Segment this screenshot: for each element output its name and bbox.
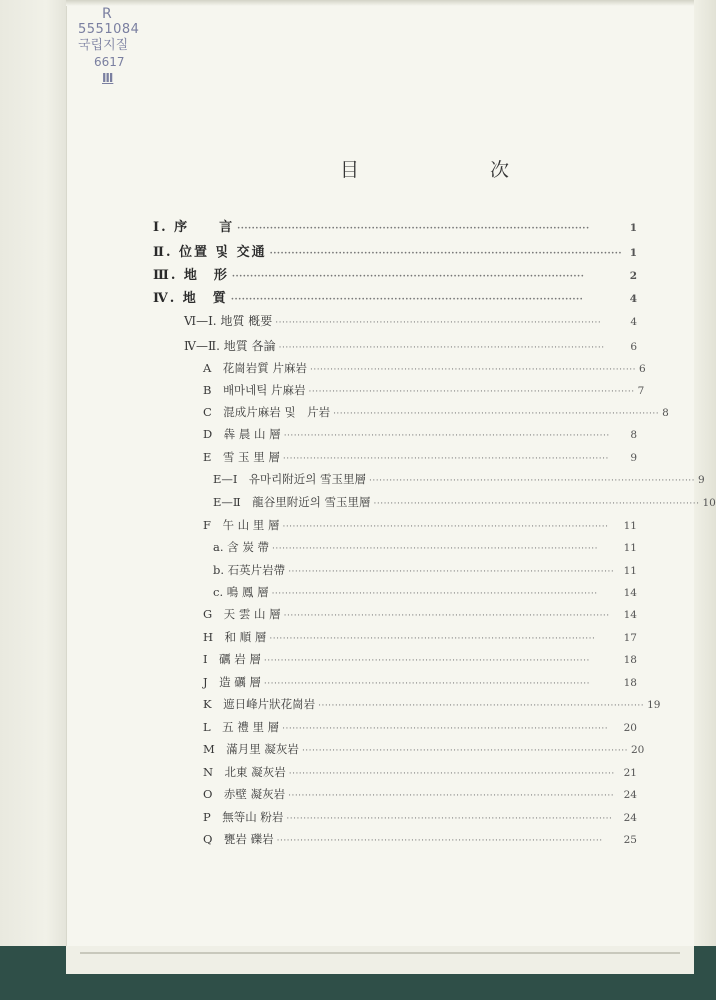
- toc-entry-page: 6: [638, 363, 646, 375]
- handwritten-line: 6617: [94, 55, 125, 69]
- toc-entry-page: 18: [623, 677, 637, 689]
- toc-entry-title: J 造 礪 層: [203, 675, 261, 689]
- handwritten-library-note: [72, 6, 172, 86]
- toc-entry-page: 1: [629, 222, 637, 234]
- toc-leader-dots: ·································································································: [283, 431, 610, 441]
- toc-entry: [203, 651, 637, 671]
- handwritten-line: 5551084: [78, 22, 140, 37]
- toc-entry-page: 14: [623, 609, 637, 621]
- toc-leader-dots: ·································································································: [318, 701, 645, 711]
- toc-entry-title: a. 含 炭 帶: [213, 540, 269, 554]
- toc-entry: [203, 606, 637, 626]
- toc-entry: [203, 517, 637, 537]
- toc-leader-dots: ·································································································: [275, 318, 602, 328]
- toc-entry-title: Ⅲ. 地 形: [153, 268, 229, 283]
- toc-entry-page: 4: [629, 293, 637, 305]
- toc-entry: [213, 494, 716, 514]
- toc-entry-title: Ⅱ. 位置 및 交通: [153, 245, 267, 260]
- toc-leader-dots: ·································································································: [282, 454, 609, 464]
- page-right-edge: [694, 0, 716, 946]
- toc-entry-title: G 天 雲 山 層: [203, 607, 281, 621]
- toc-leader-dots: ·································································································: [286, 814, 613, 824]
- page-title: 目 次: [340, 159, 566, 181]
- toc-entry-page: 24: [623, 789, 637, 801]
- toc-entry: [213, 562, 637, 582]
- toc-entry-title: F 午 山 里 層: [203, 518, 280, 532]
- toc-entry-title: E—Ⅰ 유마리附近의 雪玉里層: [213, 472, 367, 486]
- toc-entry-page: 11: [623, 565, 637, 577]
- toc-leader-dots: ·································································································: [282, 522, 609, 532]
- toc-entry-page: 10: [702, 497, 716, 509]
- toc-leader-dots: ·································································································: [283, 611, 610, 621]
- toc-entry-title: E—Ⅱ 龍谷里附近의 雪玉里層: [213, 495, 371, 509]
- toc-entry: [153, 216, 637, 236]
- toc-leader-dots: ·································································································: [301, 746, 628, 756]
- toc-leader-dots: ·································································································: [230, 295, 584, 305]
- toc-entry-page: 24: [623, 812, 637, 824]
- toc-entry-title: Ⅳ. 地 質: [153, 291, 228, 306]
- toc-entry-page: 11: [623, 520, 637, 532]
- toc-entry-title: A 花崗岩質 片麻岩: [203, 361, 307, 375]
- toc-entry: [203, 382, 645, 402]
- toc-entry-page: 2: [629, 270, 637, 282]
- toc-leader-dots: ·································································································: [269, 634, 596, 644]
- toc-leader-dots: ·································································································: [308, 387, 635, 397]
- toc-entry-title: E 雪 玉 里 層: [203, 450, 280, 464]
- toc-entry-title: L 五 禮 里 層: [203, 720, 280, 734]
- toc-leader-dots: ·································································································: [237, 224, 590, 234]
- toc-entry-page: 11: [623, 542, 637, 554]
- toc-entry-page: 14: [623, 587, 637, 599]
- toc-entry-page: 7: [637, 385, 645, 397]
- toc-entry-page: 1: [629, 247, 637, 259]
- toc-leader-dots: ·································································································: [288, 769, 615, 779]
- toc-entry-page: 8: [630, 429, 637, 441]
- toc-entry-title: C 混成片麻岩 및 片岩: [203, 405, 331, 419]
- toc-leader-dots: ·································································································: [271, 589, 598, 599]
- toc-entry: [203, 674, 637, 694]
- handwritten-line: Ⅲ: [102, 71, 114, 85]
- page-fold-line: [80, 952, 680, 954]
- toc-entry: [153, 287, 637, 307]
- handwritten-line: 국립지질: [78, 38, 129, 53]
- toc-entry-page: 19: [647, 699, 661, 711]
- toc-leader-dots: ·································································································: [263, 679, 590, 689]
- toc-entry: [203, 809, 637, 829]
- toc-entry-title: b. 石英片岩帶: [213, 563, 286, 577]
- toc-entry: [203, 741, 645, 761]
- toc-entry: [184, 312, 637, 332]
- toc-leader-dots: ·································································································: [271, 544, 598, 554]
- toc-entry: [153, 241, 637, 261]
- toc-entry-title: P 無等山 粉岩: [203, 810, 284, 824]
- toc-entry: [203, 360, 646, 380]
- toc-leader-dots: ·································································································: [269, 249, 623, 259]
- toc-leader-dots: ·································································································: [276, 836, 603, 846]
- toc-entry: [203, 764, 637, 784]
- toc-entry: [184, 337, 637, 357]
- toc-entry-title: M 滿月里 凝灰岩: [203, 742, 299, 756]
- toc-entry: [203, 719, 637, 739]
- toc-entry-page: 4: [630, 316, 637, 328]
- toc-leader-dots: ·································································································: [333, 409, 660, 419]
- toc-entry-title: D 犇 晨 山 層: [203, 427, 281, 441]
- toc-entry-title: Ⅵ—Ⅰ. 地質 槪要: [184, 314, 273, 328]
- toc-entry-page: 21: [623, 767, 637, 779]
- toc-entry: [203, 404, 669, 424]
- toc-entry-page: 20: [623, 722, 637, 734]
- toc-entry: [213, 539, 637, 559]
- toc-entry-page: 25: [623, 834, 637, 846]
- toc-entry: [203, 696, 661, 716]
- toc-entry: [203, 629, 637, 649]
- toc-entry-title: N 北東 凝灰岩: [203, 765, 286, 779]
- toc-entry-title: O 赤壁 凝灰岩: [203, 787, 286, 801]
- toc-entry-page: 9: [630, 452, 637, 464]
- toc-entry: [203, 449, 637, 469]
- toc-entry-title: c. 鳴 鳳 層: [213, 585, 269, 599]
- toc-leader-dots: ·································································································: [288, 567, 615, 577]
- page-bottom-edge: [66, 946, 694, 974]
- toc-entry-page: 8: [662, 407, 669, 419]
- toc-leader-dots: ·································································································: [263, 656, 590, 666]
- book-cover-bottom: [0, 946, 716, 1000]
- toc-entry-page: 20: [630, 744, 645, 756]
- handwritten-line: R: [102, 6, 112, 22]
- toc-entry-title: Q 甕岩 礫岩: [203, 832, 274, 846]
- toc-entry: [203, 786, 637, 806]
- toc-entry: [203, 831, 637, 851]
- toc-entry-page: 6: [630, 341, 637, 353]
- toc-entry-title: Ⅰ. 序 言: [153, 220, 235, 235]
- toc-entry: [203, 426, 637, 446]
- toc-entry: [213, 584, 637, 604]
- toc-leader-dots: ·································································································: [309, 365, 636, 375]
- toc-entry-title: K 遮日峰片狀花崗岩: [203, 697, 316, 711]
- toc-leader-dots: ·································································································: [373, 499, 700, 509]
- toc-entry-title: I 礪 岩 層: [203, 652, 261, 666]
- toc-entry-page: 9: [698, 474, 705, 486]
- toc-leader-dots: ·································································································: [231, 272, 585, 282]
- toc-leader-dots: ·································································································: [369, 476, 696, 486]
- book-spine-margin: [0, 0, 67, 1000]
- toc-leader-dots: ·································································································: [278, 343, 605, 353]
- toc-entry: [153, 264, 637, 284]
- toc-entry-page: 18: [623, 654, 637, 666]
- toc-entry-title: H 和 順 層: [203, 630, 267, 644]
- toc-entry-page: 17: [623, 632, 637, 644]
- toc-entry: [213, 471, 705, 491]
- toc-leader-dots: ·································································································: [282, 724, 609, 734]
- toc-entry-title: B 배마네틱 片麻岩: [203, 383, 306, 397]
- toc-leader-dots: ·································································································: [288, 791, 615, 801]
- toc-entry-title: Ⅳ—Ⅱ. 地質 各論: [184, 339, 276, 353]
